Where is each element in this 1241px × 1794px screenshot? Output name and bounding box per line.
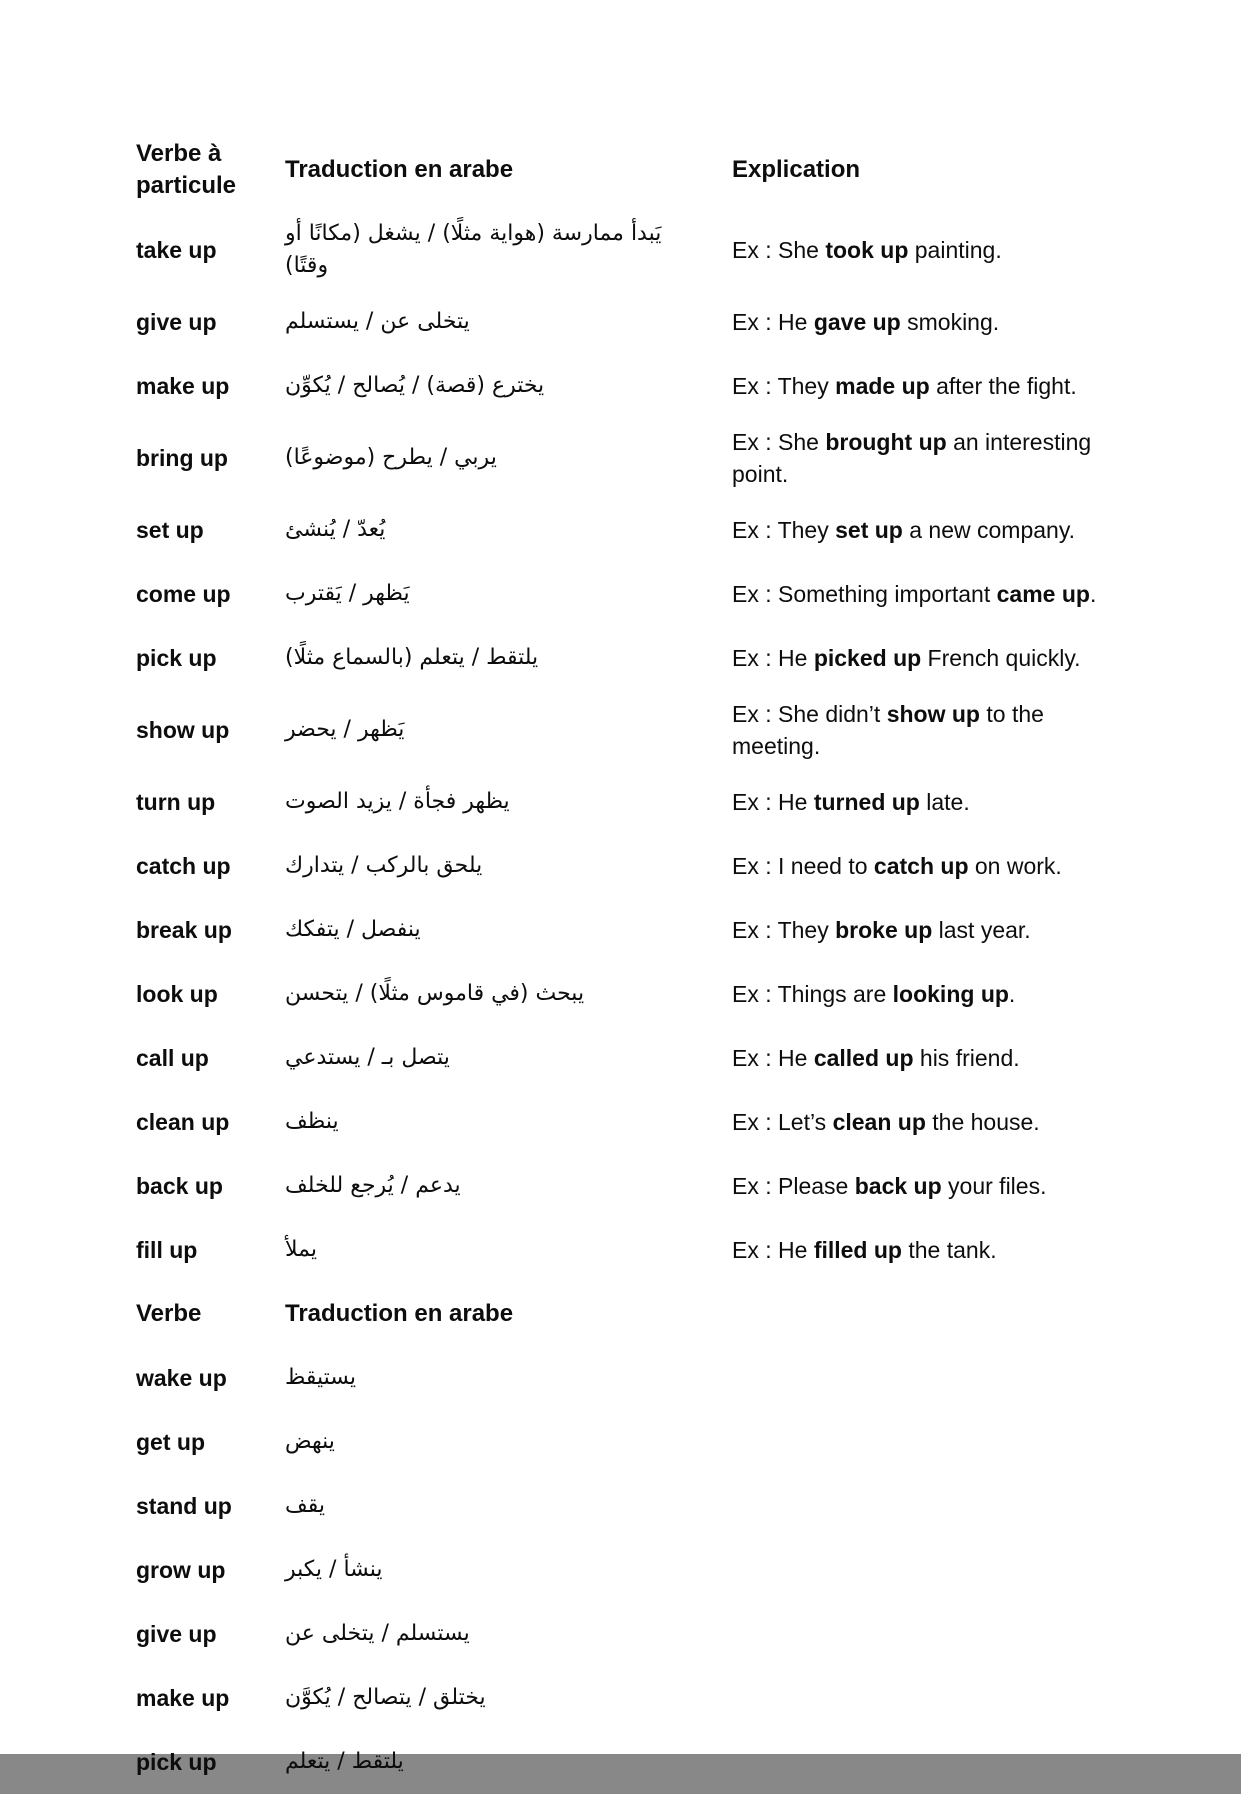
section-phrasal-verbs — [136, 130, 1105, 1282]
phrasal-verb: bring up — [136, 445, 228, 471]
phrasal-verb-row — [136, 210, 1105, 290]
example-prefix: Ex : Let’s — [732, 1109, 833, 1135]
header-verb-column: Verbe à particule — [136, 140, 237, 199]
example-prefix: Ex : He — [732, 645, 814, 671]
example-verb-bold: made up — [835, 373, 930, 399]
phrasal-verb: wake up — [136, 1365, 227, 1391]
example-suffix: to the meeting. — [732, 701, 1044, 759]
phrasal-verb-row — [136, 1154, 1105, 1218]
example-suffix: smoking. — [900, 309, 1000, 335]
phrasal-verb: stand up — [136, 1493, 232, 1519]
example-suffix: a new company. — [902, 517, 1076, 543]
example-sentence — [732, 234, 1112, 266]
example-verb-bold: catch up — [873, 853, 969, 879]
example-sentence — [732, 306, 1112, 338]
header-explication-column: Explication — [732, 156, 861, 183]
phrasal-verb-row — [136, 626, 1105, 690]
arabic-translation: يملأ — [285, 1237, 317, 1262]
phrasal-verb: fill up — [136, 1237, 198, 1263]
example-prefix: Ex : He — [732, 789, 814, 815]
phrasal-verb: give up — [136, 309, 217, 335]
example-suffix: late. — [919, 789, 970, 815]
example-suffix: an interesting point. — [732, 429, 1092, 487]
arabic-translation: يَظهر / يحضر — [285, 717, 405, 742]
example-suffix: your files. — [941, 1173, 1047, 1199]
verb-row — [136, 1538, 1105, 1602]
phrasal-verb: catch up — [136, 853, 231, 879]
phrasal-verb-row — [136, 690, 1105, 770]
verb-row — [136, 1410, 1105, 1474]
arabic-translation: يلتقط / يتعلم — [285, 1749, 404, 1774]
phrasal-verb: make up — [136, 1685, 230, 1711]
example-suffix: on work. — [968, 853, 1062, 879]
example-verb-bold: gave up — [813, 309, 901, 335]
header-arabic-column: Traduction en arabe — [285, 156, 514, 183]
phrasal-verb-row — [136, 418, 1105, 498]
arabic-translation: يستيقظ — [285, 1365, 357, 1390]
example-suffix: the tank. — [901, 1237, 997, 1263]
phrasal-verb: break up — [136, 917, 232, 943]
verb-row — [136, 1474, 1105, 1538]
arabic-translation: يتصل بـ / يستدعي — [285, 1045, 450, 1070]
example-verb-bold: filled up — [813, 1237, 902, 1263]
phrasal-verb-row — [136, 1090, 1105, 1154]
verb-row — [136, 1730, 1105, 1794]
example-verb-bold: back up — [854, 1173, 942, 1199]
example-verb-bold: looking up — [892, 981, 1009, 1007]
example-suffix: French quickly. — [921, 645, 1081, 671]
example-sentence — [732, 426, 1112, 490]
example-sentence — [732, 786, 1112, 818]
example-suffix: last year. — [932, 917, 1031, 943]
arabic-translation: يقف — [285, 1493, 326, 1518]
example-sentence — [732, 850, 1112, 882]
example-sentence — [732, 1042, 1112, 1074]
verb-row — [136, 1666, 1105, 1730]
arabic-translation: ينشأ / يكبر — [285, 1557, 383, 1582]
example-prefix: Ex : She — [732, 429, 826, 455]
example-verb-bold: show up — [886, 701, 980, 727]
arabic-translation: ينفصل / يتفكك — [285, 917, 421, 942]
example-suffix: painting. — [908, 237, 1002, 263]
phrasal-verb: pick up — [136, 1749, 217, 1775]
table2-header-row — [136, 1282, 1105, 1346]
phrasal-verb: come up — [136, 581, 231, 607]
example-prefix: Ex : I need to — [732, 853, 874, 879]
example-prefix: Ex : They — [732, 517, 836, 543]
arabic-translation: يختلق / يتصالح / يُكوَّن — [285, 1685, 486, 1710]
phrasal-verb: give up — [136, 1621, 217, 1647]
arabic-translation: يبحث (في قاموس مثلًا) / يتحسن — [285, 981, 585, 1006]
phrasal-verb: turn up — [136, 789, 216, 815]
example-verb-bold: set up — [835, 517, 903, 543]
phrasal-verb: pick up — [136, 645, 217, 671]
arabic-translation: ينهض — [285, 1429, 335, 1454]
example-verb-bold: clean up — [832, 1109, 926, 1135]
arabic-translation: يستسلم / يتخلى عن — [285, 1621, 470, 1646]
phrasal-verb: clean up — [136, 1109, 230, 1135]
example-prefix: Ex : She — [732, 237, 826, 263]
example-prefix: Ex : They — [732, 373, 836, 399]
header-verb-column: Verbe — [136, 1300, 202, 1327]
table1-header-row — [136, 130, 1105, 210]
example-prefix: Ex : She didn’t — [732, 701, 887, 727]
example-sentence — [732, 1234, 1112, 1266]
example-sentence — [732, 1106, 1112, 1138]
phrasal-verb-row — [136, 562, 1105, 626]
verb-row — [136, 1346, 1105, 1410]
example-sentence — [732, 514, 1112, 546]
phrasal-verb: back up — [136, 1173, 223, 1199]
verb-row — [136, 1602, 1105, 1666]
phrasal-verb: look up — [136, 981, 218, 1007]
arabic-translation: يظهر فجأة / يزيد الصوت — [285, 789, 510, 814]
phrasal-verb: show up — [136, 717, 230, 743]
example-sentence — [732, 578, 1112, 610]
example-suffix: . — [1089, 581, 1097, 607]
example-prefix: Ex : They — [732, 917, 836, 943]
example-prefix: Ex : Please — [732, 1173, 855, 1199]
example-prefix: Ex : He — [732, 309, 814, 335]
arabic-translation: يلتقط / يتعلم (بالسماع مثلًا) — [285, 645, 539, 670]
phrasal-verb-row — [136, 1218, 1105, 1282]
example-sentence — [732, 642, 1112, 674]
example-verb-bold: came up — [996, 581, 1090, 607]
example-sentence — [732, 914, 1112, 946]
arabic-translation: يتخلى عن / يستسلم — [285, 309, 470, 334]
arabic-translation: يَبدأ ممارسة (هواية مثلًا) / يشغل (مكانًا أو وقتًا) — [285, 221, 662, 278]
phrasal-verb-row — [136, 498, 1105, 562]
example-verb-bold: brought up — [825, 429, 947, 455]
phrasal-verb: get up — [136, 1429, 205, 1455]
phrasal-verb-row — [136, 898, 1105, 962]
example-prefix: Ex : Something important — [732, 581, 997, 607]
arabic-translation: يَظهر / يَقترب — [285, 581, 410, 606]
phrasal-verb: set up — [136, 517, 204, 543]
example-verb-bold: took up — [825, 237, 909, 263]
example-verb-bold: called up — [813, 1045, 914, 1071]
example-prefix: Ex : He — [732, 1237, 814, 1263]
example-prefix: Ex : He — [732, 1045, 814, 1071]
phrasal-verb: grow up — [136, 1557, 226, 1583]
section-verbs — [136, 1282, 1105, 1794]
phrasal-verb: make up — [136, 373, 230, 399]
example-verb-bold: turned up — [813, 789, 920, 815]
phrasal-verb: take up — [136, 237, 217, 263]
arabic-translation: يدعم / يُرجع للخلف — [285, 1173, 461, 1198]
arabic-translation: يُعدّ / يُنشئ — [285, 517, 386, 542]
example-sentence — [732, 978, 1112, 1010]
phrasal-verb-row — [136, 834, 1105, 898]
example-verb-bold: broke up — [835, 917, 933, 943]
arabic-translation: يلحق بالركب / يتدارك — [285, 853, 483, 878]
arabic-translation: يربي / يطرح (موضوعًا) — [285, 445, 497, 470]
example-suffix: after the fight. — [929, 373, 1077, 399]
phrasal-verb-row — [136, 290, 1105, 354]
phrasal-verb-row — [136, 962, 1105, 1026]
example-suffix: . — [1008, 981, 1016, 1007]
phrasal-verb-row — [136, 770, 1105, 834]
example-sentence — [732, 1170, 1112, 1202]
example-verb-bold: picked up — [813, 645, 922, 671]
phrasal-verb-row — [136, 1026, 1105, 1090]
example-prefix: Ex : Things are — [732, 981, 893, 1007]
arabic-translation: ينظف — [285, 1109, 339, 1134]
phrasal-verb: call up — [136, 1045, 209, 1071]
arabic-translation: يخترع (قصة) / يُصالح / يُكوِّن — [285, 373, 545, 398]
example-sentence — [732, 698, 1112, 762]
header-arabic-column: Traduction en arabe — [285, 1300, 514, 1327]
example-suffix: the house. — [925, 1109, 1040, 1135]
example-sentence — [732, 370, 1112, 402]
phrasal-verb-row — [136, 354, 1105, 418]
example-suffix: his friend. — [913, 1045, 1020, 1071]
